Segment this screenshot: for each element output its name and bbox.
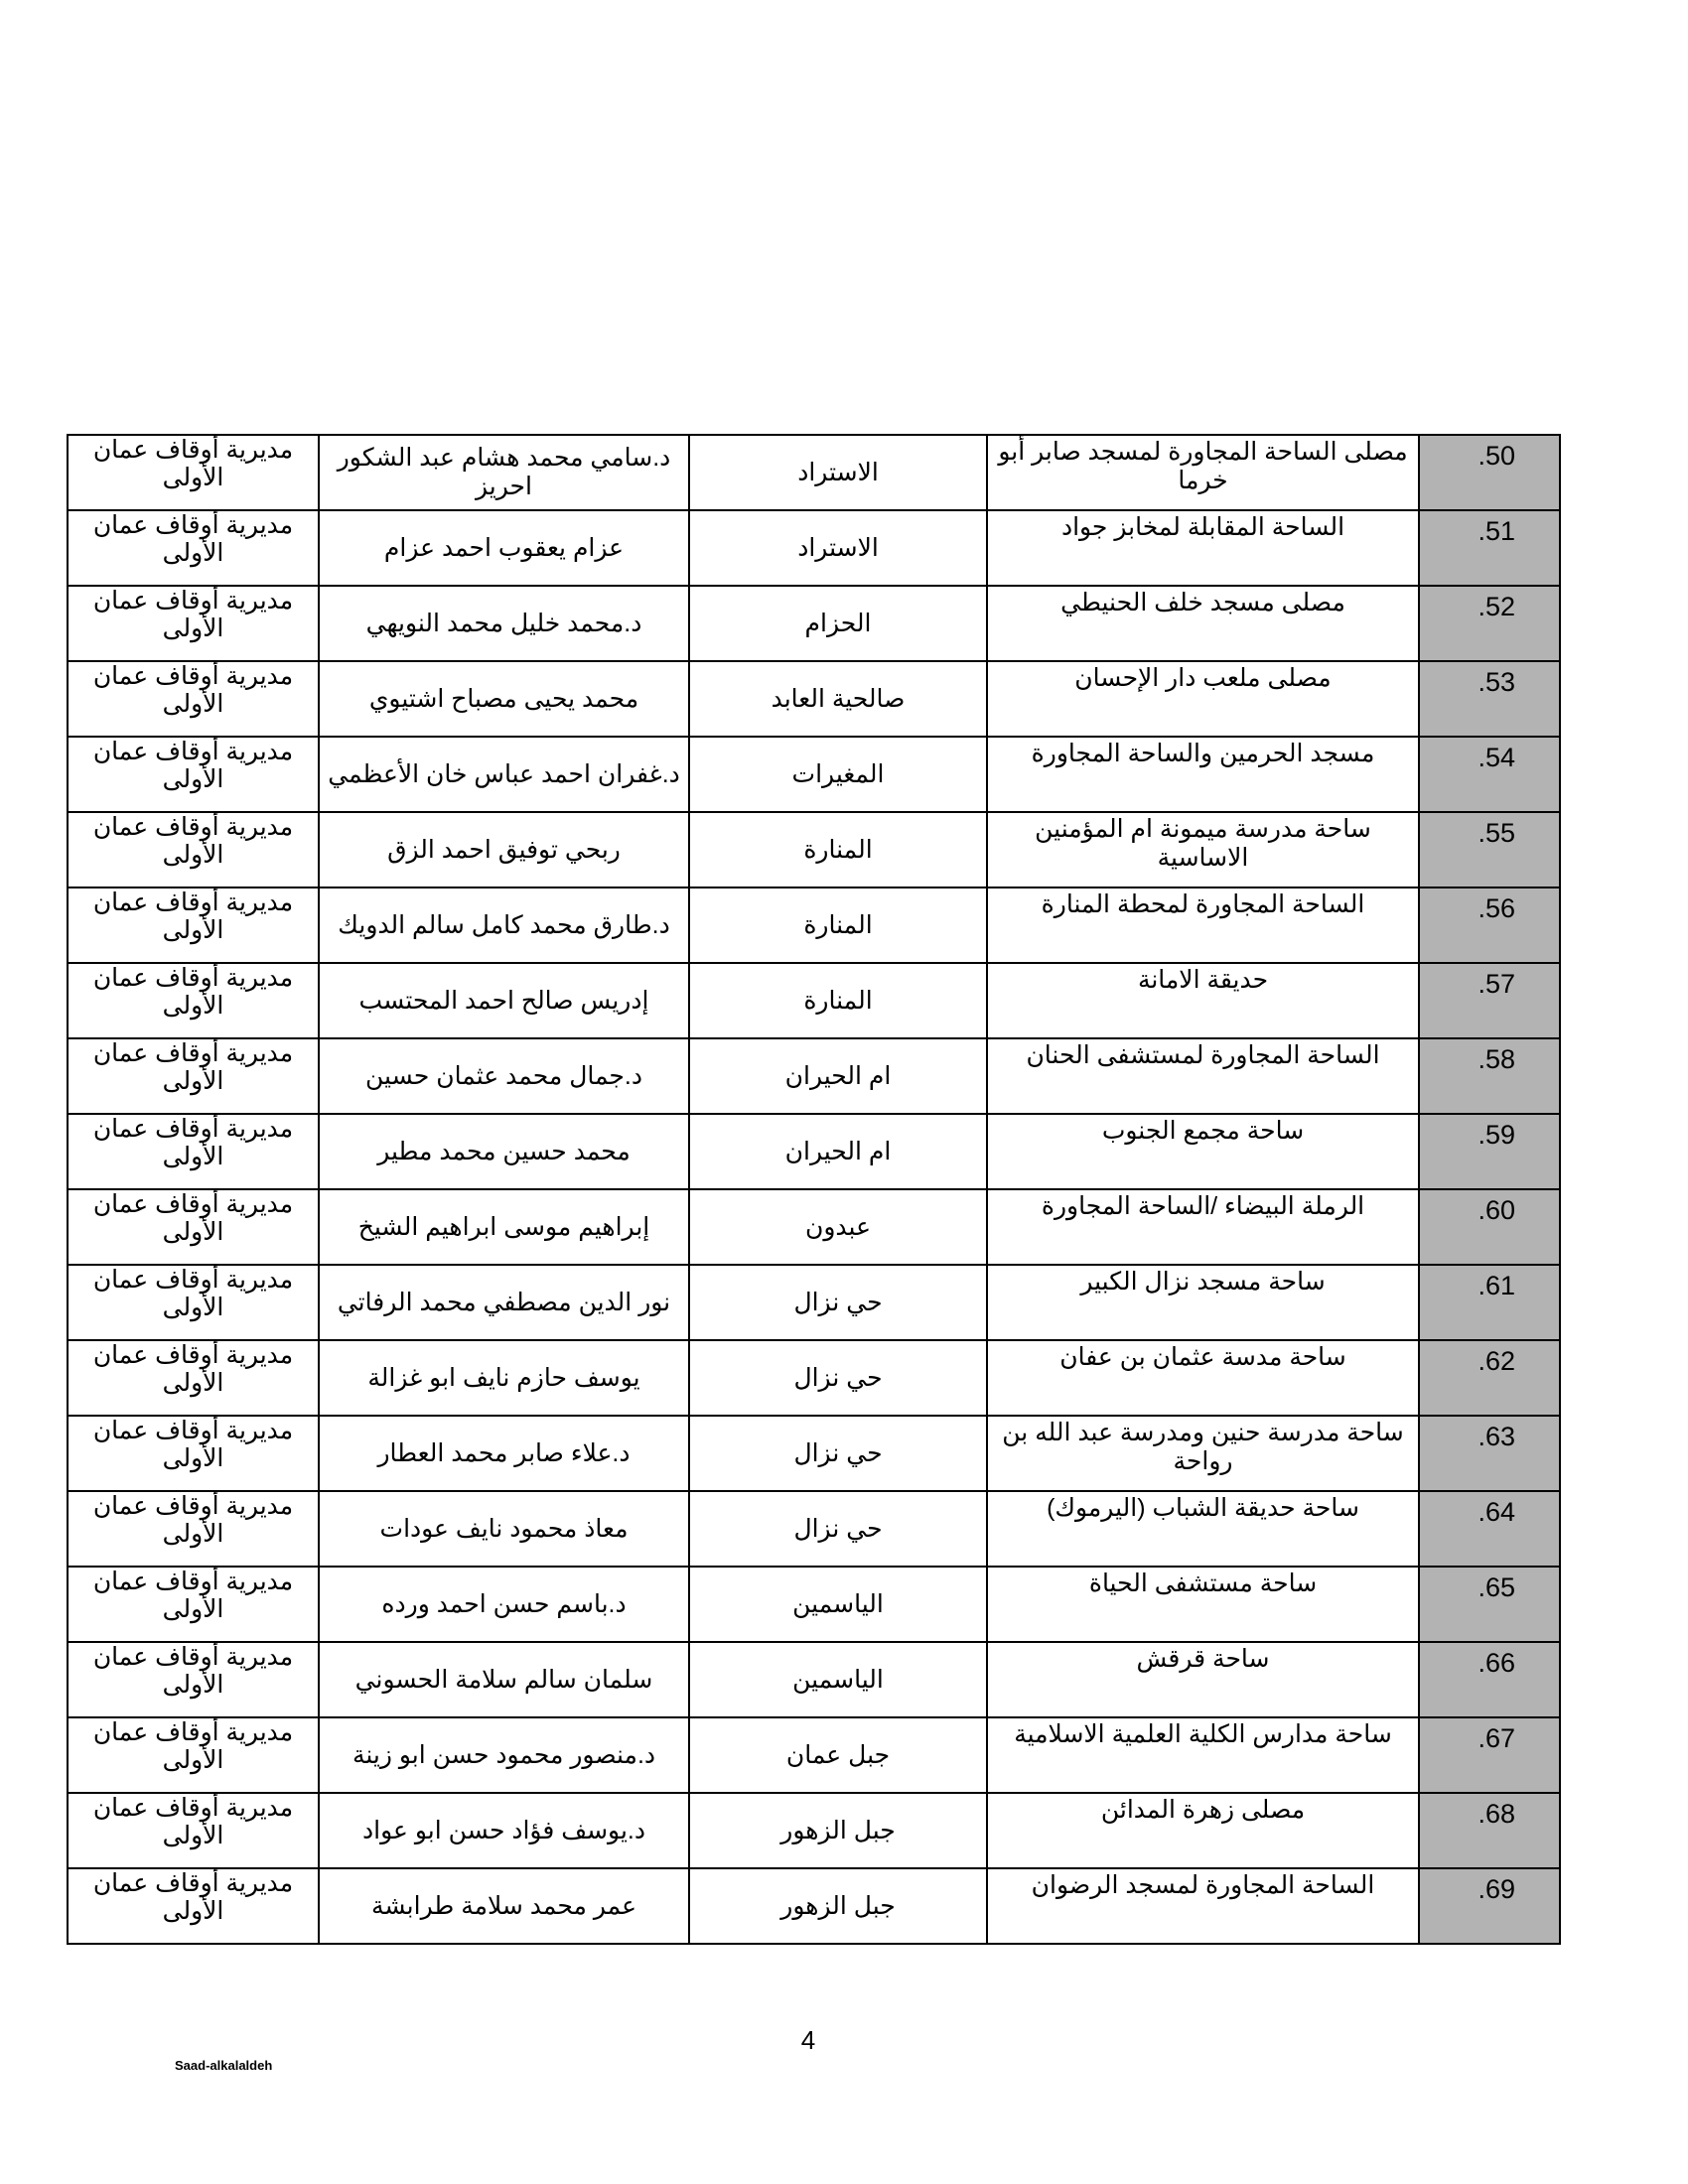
imam-cell: نور الدين مصطفي محمد الرفاتي — [319, 1265, 689, 1340]
area-cell: جبل عمان — [689, 1717, 987, 1793]
row-number — [1419, 1491, 1560, 1567]
row-number — [1419, 1114, 1560, 1189]
table-row — [68, 435, 1560, 510]
row-number-label: .53 — [1477, 667, 1515, 697]
area-cell: الياسمين — [689, 1567, 987, 1642]
area-cell: الياسمين — [689, 1642, 987, 1717]
imam-cell: إبراهيم موسى ابراهيم الشيخ — [319, 1189, 689, 1265]
row-number — [1419, 812, 1560, 887]
directorate-cell: مديرية أوقاف عمان الأولى — [68, 661, 319, 737]
table-row — [68, 1038, 1560, 1114]
location-cell: ساحة مسجد نزال الكبير — [987, 1265, 1419, 1340]
imam-cell: عمر محمد سلامة طرابشة — [319, 1868, 689, 1944]
table-row — [68, 1340, 1560, 1416]
directorate-cell: مديرية أوقاف عمان الأولى — [68, 1038, 319, 1114]
imam-cell: يوسف حازم نايف ابو غزالة — [319, 1340, 689, 1416]
imam-cell: إدريس صالح احمد المحتسب — [319, 963, 689, 1038]
location-cell: ساحة مستشفى الحياة — [987, 1567, 1419, 1642]
area-cell: جبل الزهور — [689, 1868, 987, 1944]
imam-cell: د.محمد خليل محمد النويهي — [319, 586, 689, 661]
row-number — [1419, 1717, 1560, 1793]
area-cell: حي نزال — [689, 1340, 987, 1416]
row-number-label: .69 — [1477, 1874, 1515, 1904]
row-number-label: .67 — [1477, 1723, 1515, 1753]
row-number-label: .58 — [1477, 1044, 1515, 1074]
location-cell: ساحة مدسة عثمان بن عفان — [987, 1340, 1419, 1416]
table-row — [68, 1642, 1560, 1717]
row-number-label: .65 — [1477, 1572, 1515, 1602]
directorate-cell: مديرية أوقاف عمان الأولى — [68, 586, 319, 661]
row-number — [1419, 586, 1560, 661]
directorate-cell: مديرية أوقاف عمان الأولى — [68, 1416, 319, 1491]
location-cell: مصلى ملعب دار الإحسان — [987, 661, 1419, 737]
row-number-label: .62 — [1477, 1346, 1515, 1376]
directorate-cell: مديرية أوقاف عمان الأولى — [68, 1189, 319, 1265]
location-cell: ساحة قرقش — [987, 1642, 1419, 1717]
location-cell: ساحة مدارس الكلية العلمية الاسلامية — [987, 1717, 1419, 1793]
directorate-cell: مديرية أوقاف عمان الأولى — [68, 1868, 319, 1944]
table-row — [68, 661, 1560, 737]
imam-cell: د.منصور محمود حسن ابو زينة — [319, 1717, 689, 1793]
imam-cell: معاذ محمود نايف عودات — [319, 1491, 689, 1567]
location-cell: الساحة المجاورة لمستشفى الحنان — [987, 1038, 1419, 1114]
row-number — [1419, 510, 1560, 586]
location-cell: الساحة المجاورة لمسجد الرضوان — [987, 1868, 1419, 1944]
row-number — [1419, 887, 1560, 963]
area-cell: حي نزال — [689, 1416, 987, 1491]
area-cell: المنارة — [689, 963, 987, 1038]
directorate-cell: مديرية أوقاف عمان الأولى — [68, 963, 319, 1038]
row-number — [1419, 963, 1560, 1038]
area-cell: حي نزال — [689, 1265, 987, 1340]
table-row — [68, 1416, 1560, 1491]
area-cell: ام الحيران — [689, 1038, 987, 1114]
footer-author: Saad-alkalaldeh — [175, 2058, 273, 2073]
table-row — [68, 1265, 1560, 1340]
row-number — [1419, 1868, 1560, 1944]
imam-cell: محمد حسين محمد مطير — [319, 1114, 689, 1189]
directorate-cell: مديرية أوقاف عمان الأولى — [68, 1793, 319, 1868]
area-cell: صالحية العابد — [689, 661, 987, 737]
row-number — [1419, 1189, 1560, 1265]
row-number — [1419, 1265, 1560, 1340]
directorate-cell: مديرية أوقاف عمان الأولى — [68, 1567, 319, 1642]
directorate-cell: مديرية أوقاف عمان الأولى — [68, 1265, 319, 1340]
table-row — [68, 1491, 1560, 1567]
location-cell: حديقة الامانة — [987, 963, 1419, 1038]
directorate-cell: مديرية أوقاف عمان الأولى — [68, 1642, 319, 1717]
location-cell: مصلى الساحة المجاورة لمسجد صابر أبو خرما — [987, 435, 1419, 510]
area-cell: عبدون — [689, 1189, 987, 1265]
imam-cell: عزام يعقوب احمد عزام — [319, 510, 689, 586]
prayer-locations-table — [67, 434, 1561, 1945]
table-row — [68, 1567, 1560, 1642]
row-number — [1419, 1038, 1560, 1114]
location-cell: الساحة المقابلة لمخابز جواد — [987, 510, 1419, 586]
table-row — [68, 1114, 1560, 1189]
imam-cell: ربحي توفيق احمد الزق — [319, 812, 689, 887]
imam-cell: د.جمال محمد عثمان حسين — [319, 1038, 689, 1114]
table-row — [68, 1868, 1560, 1944]
location-cell: ساحة حديقة الشباب (اليرموك) — [987, 1491, 1419, 1567]
imam-cell: د.طارق محمد كامل سالم الدويك — [319, 887, 689, 963]
row-number-label: .61 — [1477, 1271, 1515, 1300]
directorate-cell: مديرية أوقاف عمان الأولى — [68, 1340, 319, 1416]
row-number-label: .66 — [1477, 1648, 1515, 1678]
row-number — [1419, 1340, 1560, 1416]
area-cell: المنارة — [689, 887, 987, 963]
table-row — [68, 1793, 1560, 1868]
row-number — [1419, 661, 1560, 737]
area-cell: ام الحيران — [689, 1114, 987, 1189]
location-cell: ساحة مدرسة حنين ومدرسة عبد الله بن رواحة — [987, 1416, 1419, 1491]
row-number-label: .55 — [1477, 818, 1515, 848]
row-number — [1419, 435, 1560, 510]
imam-cell: سلمان سالم سلامة الحسوني — [319, 1642, 689, 1717]
area-cell: جبل الزهور — [689, 1793, 987, 1868]
imam-cell: د.يوسف فؤاد حسن ابو عواد — [319, 1793, 689, 1868]
area-cell: حي نزال — [689, 1491, 987, 1567]
row-number-label: .57 — [1477, 969, 1515, 999]
row-number-label: .54 — [1477, 743, 1515, 772]
area-cell: الاستراد — [689, 510, 987, 586]
table-body — [68, 435, 1560, 1944]
directorate-cell: مديرية أوقاف عمان الأولى — [68, 1491, 319, 1567]
directorate-cell: مديرية أوقاف عمان الأولى — [68, 1114, 319, 1189]
row-number-label: .64 — [1477, 1497, 1515, 1527]
table-row — [68, 1717, 1560, 1793]
row-number-label: .51 — [1477, 516, 1515, 546]
location-cell: ساحة مدرسة ميمونة ام المؤمنين الاساسية — [987, 812, 1419, 887]
imam-cell: محمد يحيى مصباح اشتيوي — [319, 661, 689, 737]
table-row — [68, 586, 1560, 661]
row-number-label: .52 — [1477, 592, 1515, 621]
location-cell: مصلى مسجد خلف الحنيطي — [987, 586, 1419, 661]
area-cell: الاستراد — [689, 435, 987, 510]
area-cell: المغيرات — [689, 737, 987, 812]
location-cell: ساحة مجمع الجنوب — [987, 1114, 1419, 1189]
directorate-cell: مديرية أوقاف عمان الأولى — [68, 435, 319, 510]
row-number-label: .59 — [1477, 1120, 1515, 1150]
row-number — [1419, 1793, 1560, 1868]
table-row — [68, 887, 1560, 963]
location-cell: مسجد الحرمين والساحة المجاورة — [987, 737, 1419, 812]
table-row — [68, 812, 1560, 887]
row-number — [1419, 1642, 1560, 1717]
page-number: 4 — [800, 2025, 816, 2055]
imam-cell: د.سامي محمد هشام عبد الشكور احريز — [319, 435, 689, 510]
row-number-label: .63 — [1477, 1422, 1515, 1451]
row-number-label: .50 — [1477, 441, 1515, 471]
row-number — [1419, 1567, 1560, 1642]
area-cell: المنارة — [689, 812, 987, 887]
directorate-cell: مديرية أوقاف عمان الأولى — [68, 510, 319, 586]
location-cell: مصلى زهرة المدائن — [987, 1793, 1419, 1868]
table-row — [68, 737, 1560, 812]
table-row — [68, 1189, 1560, 1265]
row-number — [1419, 737, 1560, 812]
directorate-cell: مديرية أوقاف عمان الأولى — [68, 1717, 319, 1793]
imam-cell: د.غفران احمد عباس خان الأعظمي — [319, 737, 689, 812]
directorate-cell: مديرية أوقاف عمان الأولى — [68, 887, 319, 963]
row-number-label: .60 — [1477, 1195, 1515, 1225]
imam-cell: د.علاء صابر محمد العطار — [319, 1416, 689, 1491]
table-row — [68, 963, 1560, 1038]
location-cell: الرملة البيضاء /الساحة المجاورة — [987, 1189, 1419, 1265]
row-number-label: .68 — [1477, 1799, 1515, 1829]
directorate-cell: مديرية أوقاف عمان الأولى — [68, 737, 319, 812]
row-number — [1419, 1416, 1560, 1491]
row-number-label: .56 — [1477, 893, 1515, 923]
directorate-cell: مديرية أوقاف عمان الأولى — [68, 812, 319, 887]
imam-cell: د.باسم حسن احمد ورده — [319, 1567, 689, 1642]
location-cell: الساحة المجاورة لمحطة المنارة — [987, 887, 1419, 963]
area-cell: الحزام — [689, 586, 987, 661]
table-row — [68, 510, 1560, 586]
